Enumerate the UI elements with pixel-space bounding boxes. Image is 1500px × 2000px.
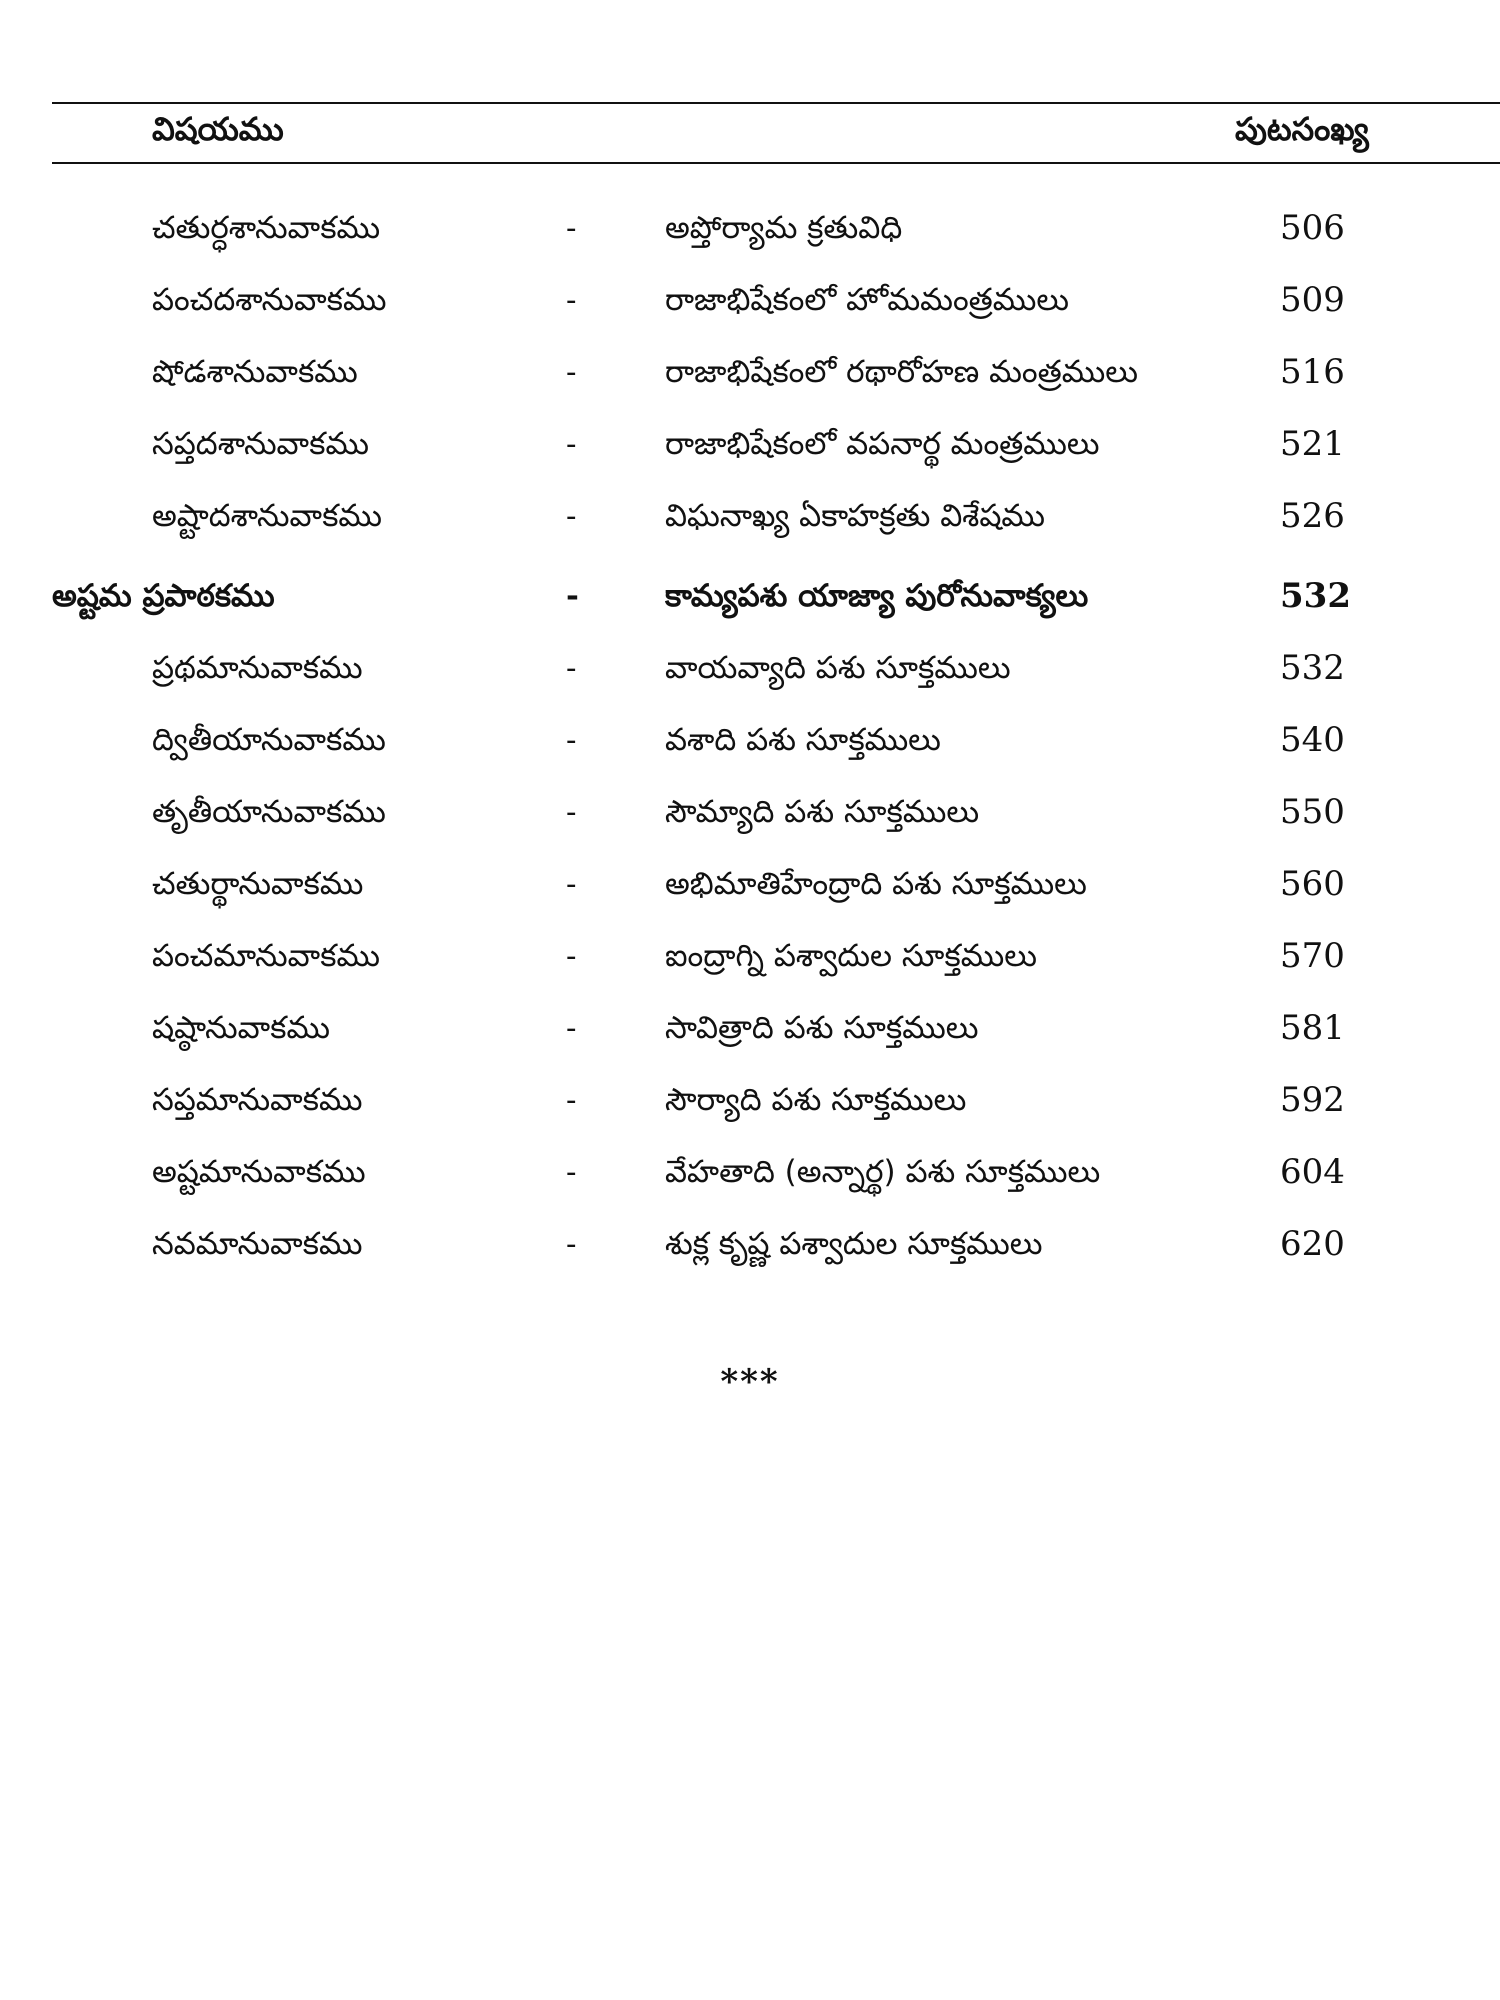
- entry-dash: -: [566, 354, 577, 390]
- toc-row: [0, 1214, 1500, 1274]
- entry-dash: -: [566, 866, 577, 902]
- entry-page-number: 592: [1280, 1080, 1345, 1120]
- entry-title: విఘనాఖ్య ఏకాహక్రతు విశేషము: [665, 498, 1045, 534]
- entry-page-number: 532: [1280, 576, 1351, 616]
- entry-dash: -: [566, 794, 577, 830]
- entry-page-number: 620: [1280, 1224, 1345, 1264]
- toc-row: [0, 198, 1500, 258]
- entry-dash: -: [566, 938, 577, 974]
- top-rule: [52, 102, 1500, 104]
- entry-title: సౌర్యాది పశు సూక్తములు: [665, 1082, 967, 1118]
- entry-title: సౌమ్యాది పశు సూక్తములు: [665, 794, 980, 830]
- entry-dash: -: [566, 1082, 577, 1118]
- entry-title: రాజాభిషేకంలో వపనార్థ మంత్రములు: [665, 426, 1100, 462]
- end-ornament: ***: [720, 1362, 780, 1402]
- entry-title: వేహతాది (అన్నార్థ) పశు సూక్తములు: [665, 1154, 1101, 1190]
- entry-dash: -: [566, 1010, 577, 1046]
- entry-dash: -: [566, 1226, 577, 1262]
- entry-title: అభిమాతిహేంద్రాది పశు సూక్తములు: [665, 866, 1087, 902]
- toc-row: [0, 414, 1500, 474]
- entry-page-number: 560: [1280, 864, 1345, 904]
- entry-page-number: 516: [1280, 352, 1345, 392]
- entry-name: అష్టమ ప్రపాఠకము: [52, 578, 275, 614]
- entry-title: వశాది పశు సూక్తములు: [665, 722, 941, 758]
- toc-row: [0, 782, 1500, 842]
- toc-section-row: [0, 566, 1500, 626]
- entry-title: కామ్యపశు యాజ్యా పురోనువాక్యలు: [665, 578, 1089, 614]
- toc-row: [0, 638, 1500, 698]
- toc-row: [0, 1142, 1500, 1202]
- entry-name: ద్వితీయానువాకము: [152, 722, 386, 758]
- entry-name: షష్ఠానువాకము: [152, 1010, 331, 1046]
- entry-dash: -: [566, 282, 577, 318]
- entry-name: సప్తదశానువాకము: [152, 426, 369, 462]
- entry-name: పంచమానువాకము: [152, 938, 381, 974]
- page-column-header: పుటసంఖ్య: [1235, 110, 1369, 148]
- entry-title: రాజాభిషేకంలో హోమమంత్రములు: [665, 282, 1070, 318]
- entry-name: షోడశానువాకము: [152, 354, 358, 390]
- entry-page-number: 506: [1280, 208, 1345, 248]
- entry-title: సావిత్రాది పశు సూక్తములు: [665, 1010, 979, 1046]
- entry-name: సప్తమానువాకము: [152, 1082, 363, 1118]
- entry-page-number: 550: [1280, 792, 1345, 832]
- toc-row: [0, 1070, 1500, 1130]
- entry-title: శుక్ల కృష్ణ పశ్వాదుల సూక్తములు: [665, 1226, 1043, 1262]
- entry-title: వాయవ్యాది పశు సూక్తములు: [665, 650, 1011, 686]
- entry-dash: -: [566, 1154, 577, 1190]
- entry-name: చతుర్థానువాకము: [152, 866, 364, 902]
- entry-name: చతుర్ధశానువాకము: [152, 210, 381, 246]
- entry-name: నవమానువాకము: [152, 1226, 363, 1262]
- subject-column-header: విషయము: [152, 110, 284, 148]
- entry-name: తృతీయానువాకము: [152, 794, 386, 830]
- entry-page-number: 521: [1280, 424, 1345, 464]
- entry-page-number: 526: [1280, 496, 1345, 536]
- entry-title: రాజాభిషేకంలో రథారోహణ మంత్రములు: [665, 354, 1138, 390]
- toc-row: [0, 998, 1500, 1058]
- entry-name: అష్టమానువాకము: [152, 1154, 366, 1190]
- entry-dash: -: [566, 210, 577, 246]
- toc-row: [0, 486, 1500, 546]
- entry-name: ప్రథమానువాకము: [152, 650, 363, 686]
- entry-page-number: 532: [1280, 648, 1345, 688]
- toc-row: [0, 710, 1500, 770]
- toc-row: [0, 854, 1500, 914]
- entry-dash: -: [566, 722, 577, 758]
- entry-name: పంచదశానువాకము: [152, 282, 387, 318]
- entry-page-number: 581: [1280, 1008, 1345, 1048]
- entry-page-number: 570: [1280, 936, 1345, 976]
- header-bottom-rule: [52, 162, 1500, 164]
- entry-page-number: 604: [1280, 1152, 1345, 1192]
- entry-page-number: 509: [1280, 280, 1345, 320]
- entry-name: అష్టాదశానువాకము: [152, 498, 382, 534]
- entry-dash: -: [566, 650, 577, 686]
- entry-title: అప్తోర్యామ క్రతువిధి: [665, 210, 903, 246]
- entry-dash: -: [566, 498, 577, 534]
- toc-row: [0, 342, 1500, 402]
- toc-row: [0, 270, 1500, 330]
- entry-dash: -: [566, 426, 577, 462]
- toc-row: [0, 926, 1500, 986]
- entry-dash: -: [566, 578, 579, 614]
- entry-title: ఐంద్రాగ్ని పశ్వాదుల సూక్తములు: [665, 938, 1037, 974]
- entry-page-number: 540: [1280, 720, 1345, 760]
